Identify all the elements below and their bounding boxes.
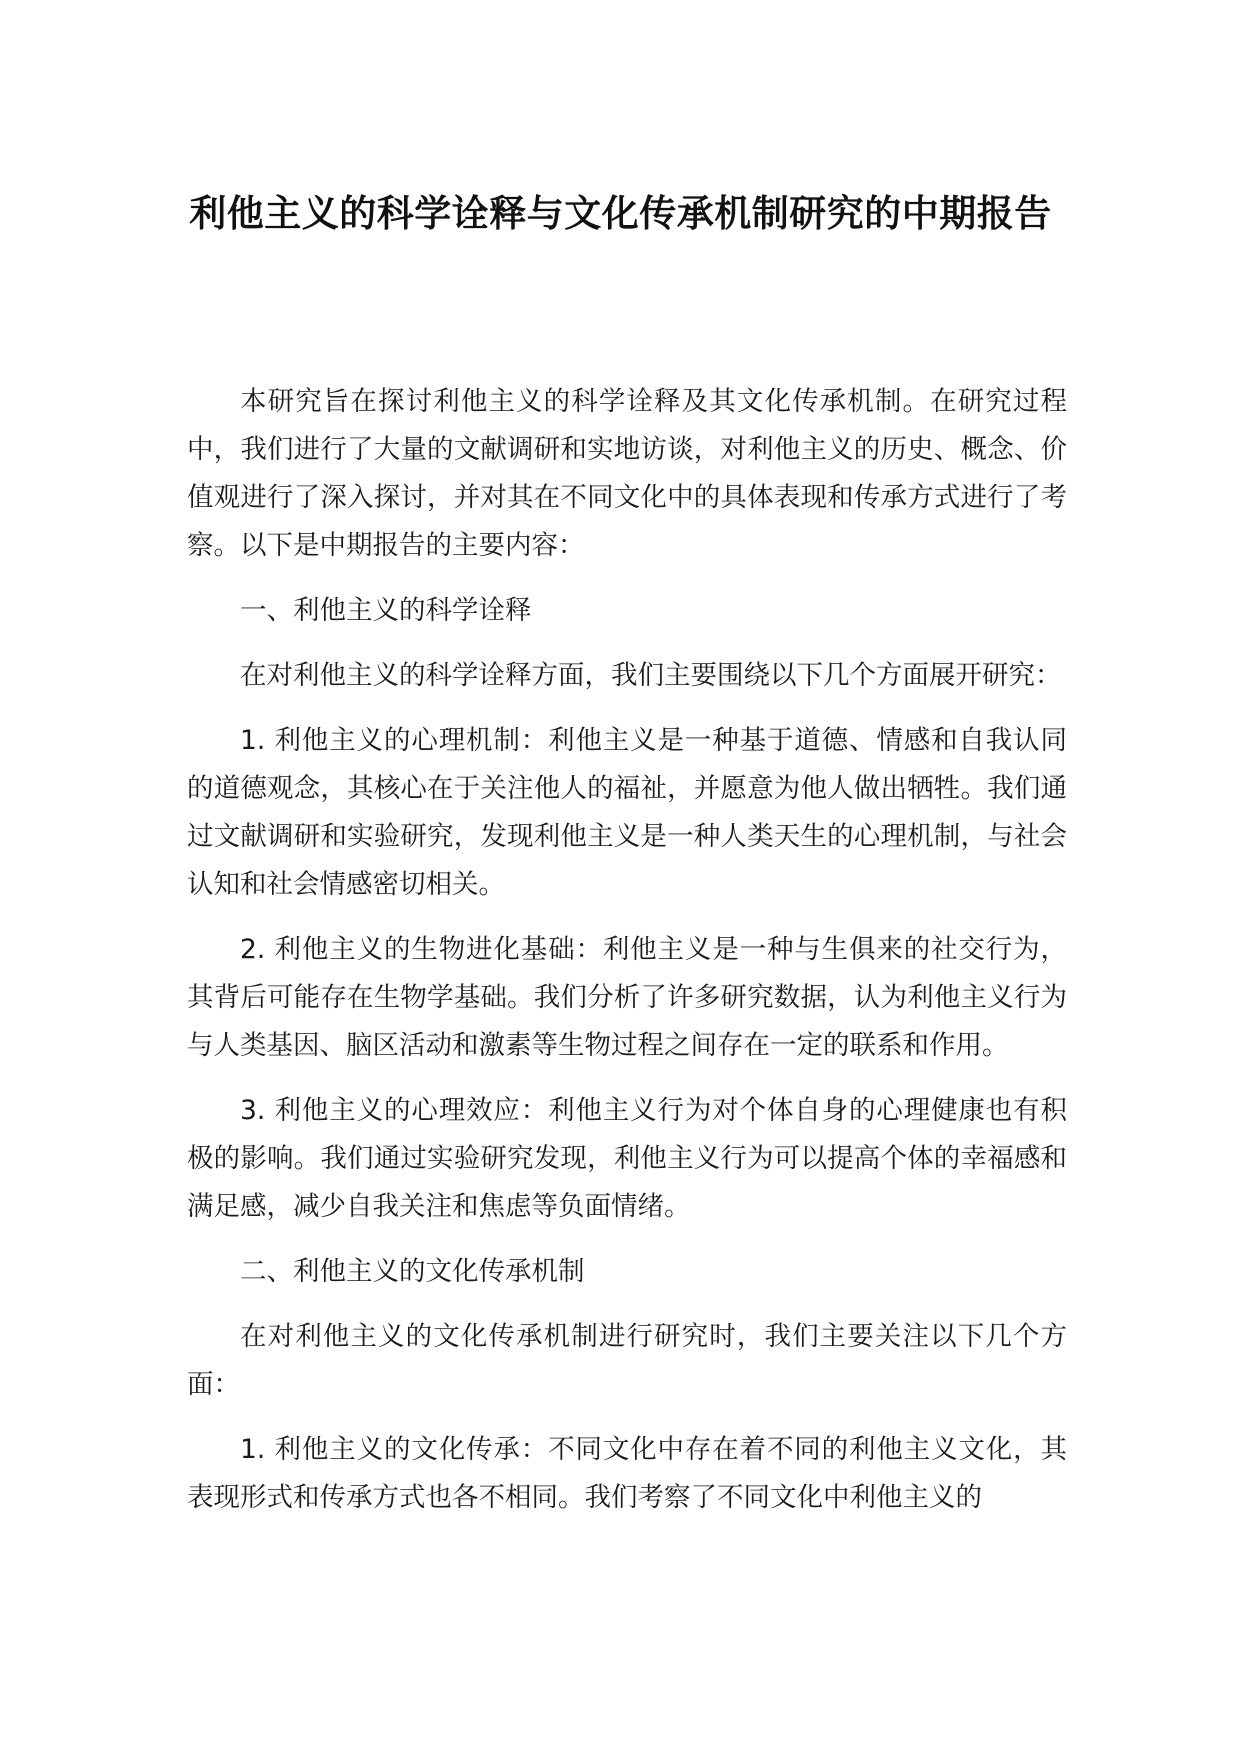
section-heading-scientific-interpretation: 一、利他主义的科学诠释: [240, 595, 532, 626]
list-item-cultural-inheritance: 1. 利他主义的文化传承：不同文化中存在着不同的利他主义文化，其表现形式和传承方式也各不相同。我们考察了不同文化中利他主义的: [187, 1434, 1067, 1513]
section-heading-cultural-transmission: 二、利他主义的文化传承机制: [240, 1256, 585, 1287]
list-item-biological-basis: 2. 利他主义的生物进化基础：利他主义是一种与生俱来的社交行为，其背后可能存在生物学基础。我们分析了许多研究数据，认为利他主义行为与人类基因、脑区活动和激素等生物过程之间存在一定的联系和作用。: [187, 934, 1067, 1061]
section-intro-paragraph-2: 在对利他主义的文化传承机制进行研究时，我们主要关注以下几个方面：: [187, 1321, 1067, 1400]
section-intro-paragraph: 在对利他主义的科学诠释方面，我们主要围绕以下几个方面展开研究：: [240, 660, 1062, 691]
document-body: [187, 378, 1067, 1539]
list-item-psychological-effect: 3. 利他主义的心理效应：利他主义行为对个体自身的心理健康也有积极的影响。我们通过实验研究发现，利他主义行为可以提高个体的幸福感和满足感，减少自我关注和焦虑等负面情绪。: [187, 1095, 1067, 1222]
list-item-psychological-mechanism: 1. 利他主义的心理机制：利他主义是一种基于道德、情感和自我认同的道德观念，其核心在于关注他人的福祉，并愿意为他人做出牺牲。我们通过文献调研和实验研究，发现利他主义是一种人类天生的心理机制，与社会认知和社会情感密切相关。: [187, 725, 1067, 900]
document-title: 利他主义的科学诠释与文化传承机制研究的中期报告: [189, 192, 1052, 235]
intro-paragraph: 本研究旨在探讨利他主义的科学诠释及其文化传承机制。在研究过程中，我们进行了大量的文献调研和实地访谈，对利他主义的历史、概念、价值观进行了深入探讨，并对其在不同文化中的具体表现和传承方式进行了考察。以下是中期报告的主要内容：: [187, 386, 1067, 561]
